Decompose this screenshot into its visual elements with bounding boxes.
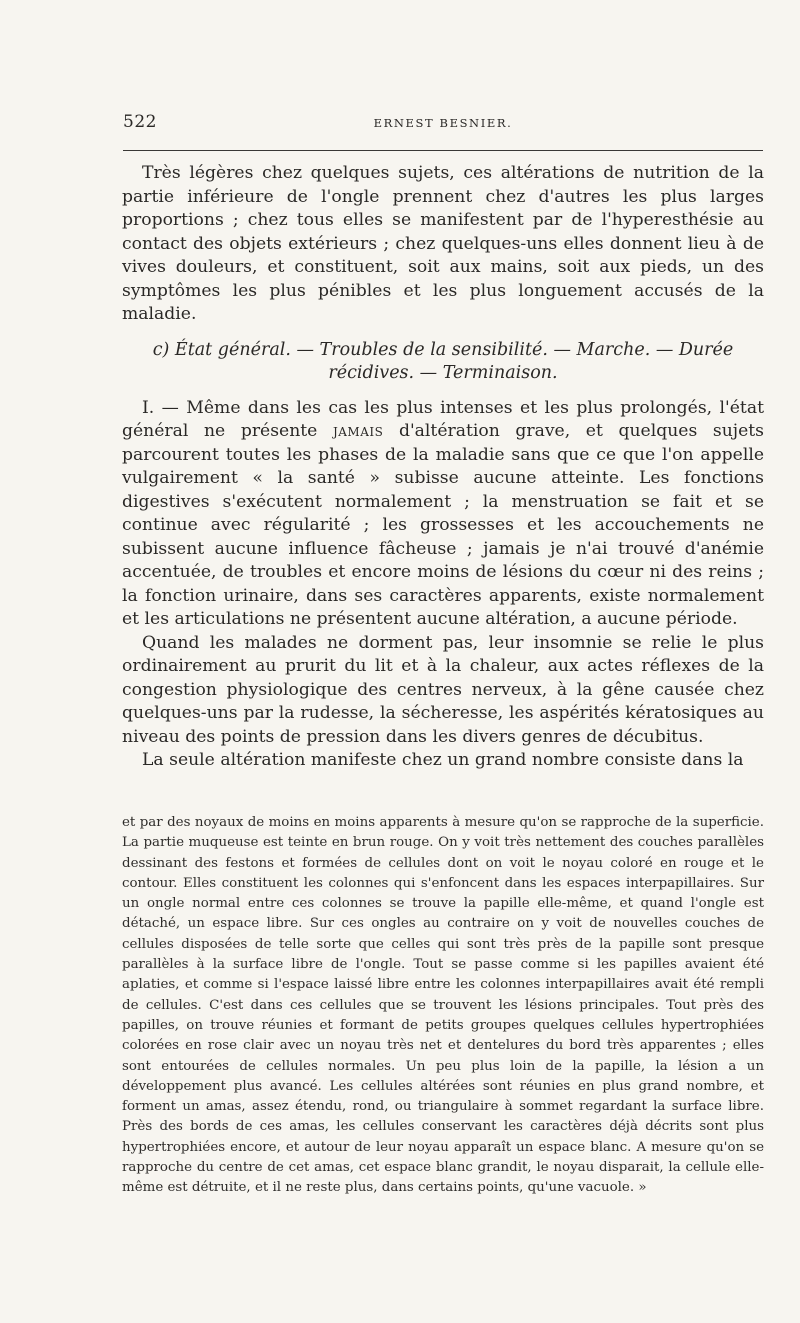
footnote-text: et par des noyaux de moins en moins apparents à mesure qu'on se rapproche de la superficie. La partie muqueuse est teinte en brun rouge. On y voit très nettement des couches parallèles dessinant des festons et formées de cellules dont on voit le noyau coloré en rouge et le contour. Elles constituent les colonnes qui s'enfoncent dans les espaces interpapillaires. Sur un ongle normal entre ces colonnes se trouve la papille elle-même, et quand l'ongle est détaché, un espace libre. Sur ces ongles au contraire on y voit de nouvelles couches de cellules disposées de telle sorte que celles qui sont très près de la papille sont presque parallèles à la surface libre de l'ongle. Tout se passe comme si les papilles avaient été aplaties, et comme si l'espace laissé libre entre les colonnes interpapillaires avait été rempli de cellules. C'est dans ces cellules que se trouvent les lésions principales. Tout près des papilles, on trouve réunies et formant de petits groupes quelques cellules hypertrophiées colorées en rose clair avec un noyau très net et dentelures du bord très apparentes ; elles sont entourées de cellules normales. Un peu plus loin de la papille, la lésion a un développement plus avancé. Les cellules altérées sont réunies en plus grand nombre, et forment un amas, assez étendu, rond, ou triangulaire à sommet regardant la surface libre. Près des bords de ces amas, les cellules conservant les caractères déjà décrits sont plus hypertrophiées encore, et autour de leur noyau apparaît un espace blanc. A mesure qu'on se rapproche du centre de cet amas, cet espace blanc grandit, le noyau disparait, la cellule elle-même est détruite, et il ne reste plus, dans certains points, qu'une vacuole. » (122, 815, 764, 1196)
paragraph-2-start: I. — Même dans les cas les plus intenses et les plus prolongés, l'état général ne présente (122, 397, 764, 441)
footnote (122, 813, 764, 1199)
page-number: 522 (123, 112, 157, 132)
body-text (122, 162, 764, 773)
paragraph-3: Quand les malades ne dorment pas, leur insomnie se relie le plus ordinairement au prurit du lit et à la chaleur, aux actes réflexes de la congestion physiologique des centres nerveux, à la gêne causée chez quelques-uns par la rudesse, la sécheresse, les aspérités kératosiques au niveau des points de pression dans les divers genres de décubitus. (122, 632, 764, 747)
section-heading-line-2: récidives. — Terminaison. (328, 362, 558, 383)
paragraph-4: La seule altération manifeste chez un grand nombre consiste dans la (142, 750, 744, 770)
running-head (123, 112, 763, 138)
paragraph-2 (122, 397, 764, 632)
header-rule (123, 150, 763, 151)
section-heading-line-1: c) État général. — Troubles de la sensibilité. — Marche. — Durée (152, 339, 734, 360)
running-title: ERNEST BESNIER. (373, 116, 513, 130)
paragraph-1: Très légères chez quelques sujets, ces altérations de nutrition de la partie inférieure de l'ongle prennent chez d'autres les plus larges proportions ; chez tous elles se manifestent par de l'hyperesthésie au contact des objets extérieurs ; chez quelques-uns elles donnent lieu à de vives douleurs, et constituent, soit aux mains, soit aux pieds, un des symptômes les plus pénibles et les plus longuement accusés de la maladie. (122, 163, 764, 324)
paragraph-2-end: d'altération grave, et quelques sujets parcourent toutes les phases de la maladie sans que ce que l'on appelle vulgairement « la santé » subisse aucune atteinte. Les fonctions digestives s'exécutent normalement ; la menstruation se fait et se continue avec régularité ; les grossesses et les accouchements ne subissent aucune influence fâcheuse ; jamais je n'ai trouvé d'anémie accentuée, de troubles et encore moins de lésions du cœur ni des reins ; la fonction urinaire, dans ses caractères apparents, existe normalement et les articulations ne présentent aucune altération, a aucune période. (122, 421, 764, 629)
section-heading (122, 339, 764, 385)
paragraph-2-emphasis: jamais (332, 421, 384, 441)
